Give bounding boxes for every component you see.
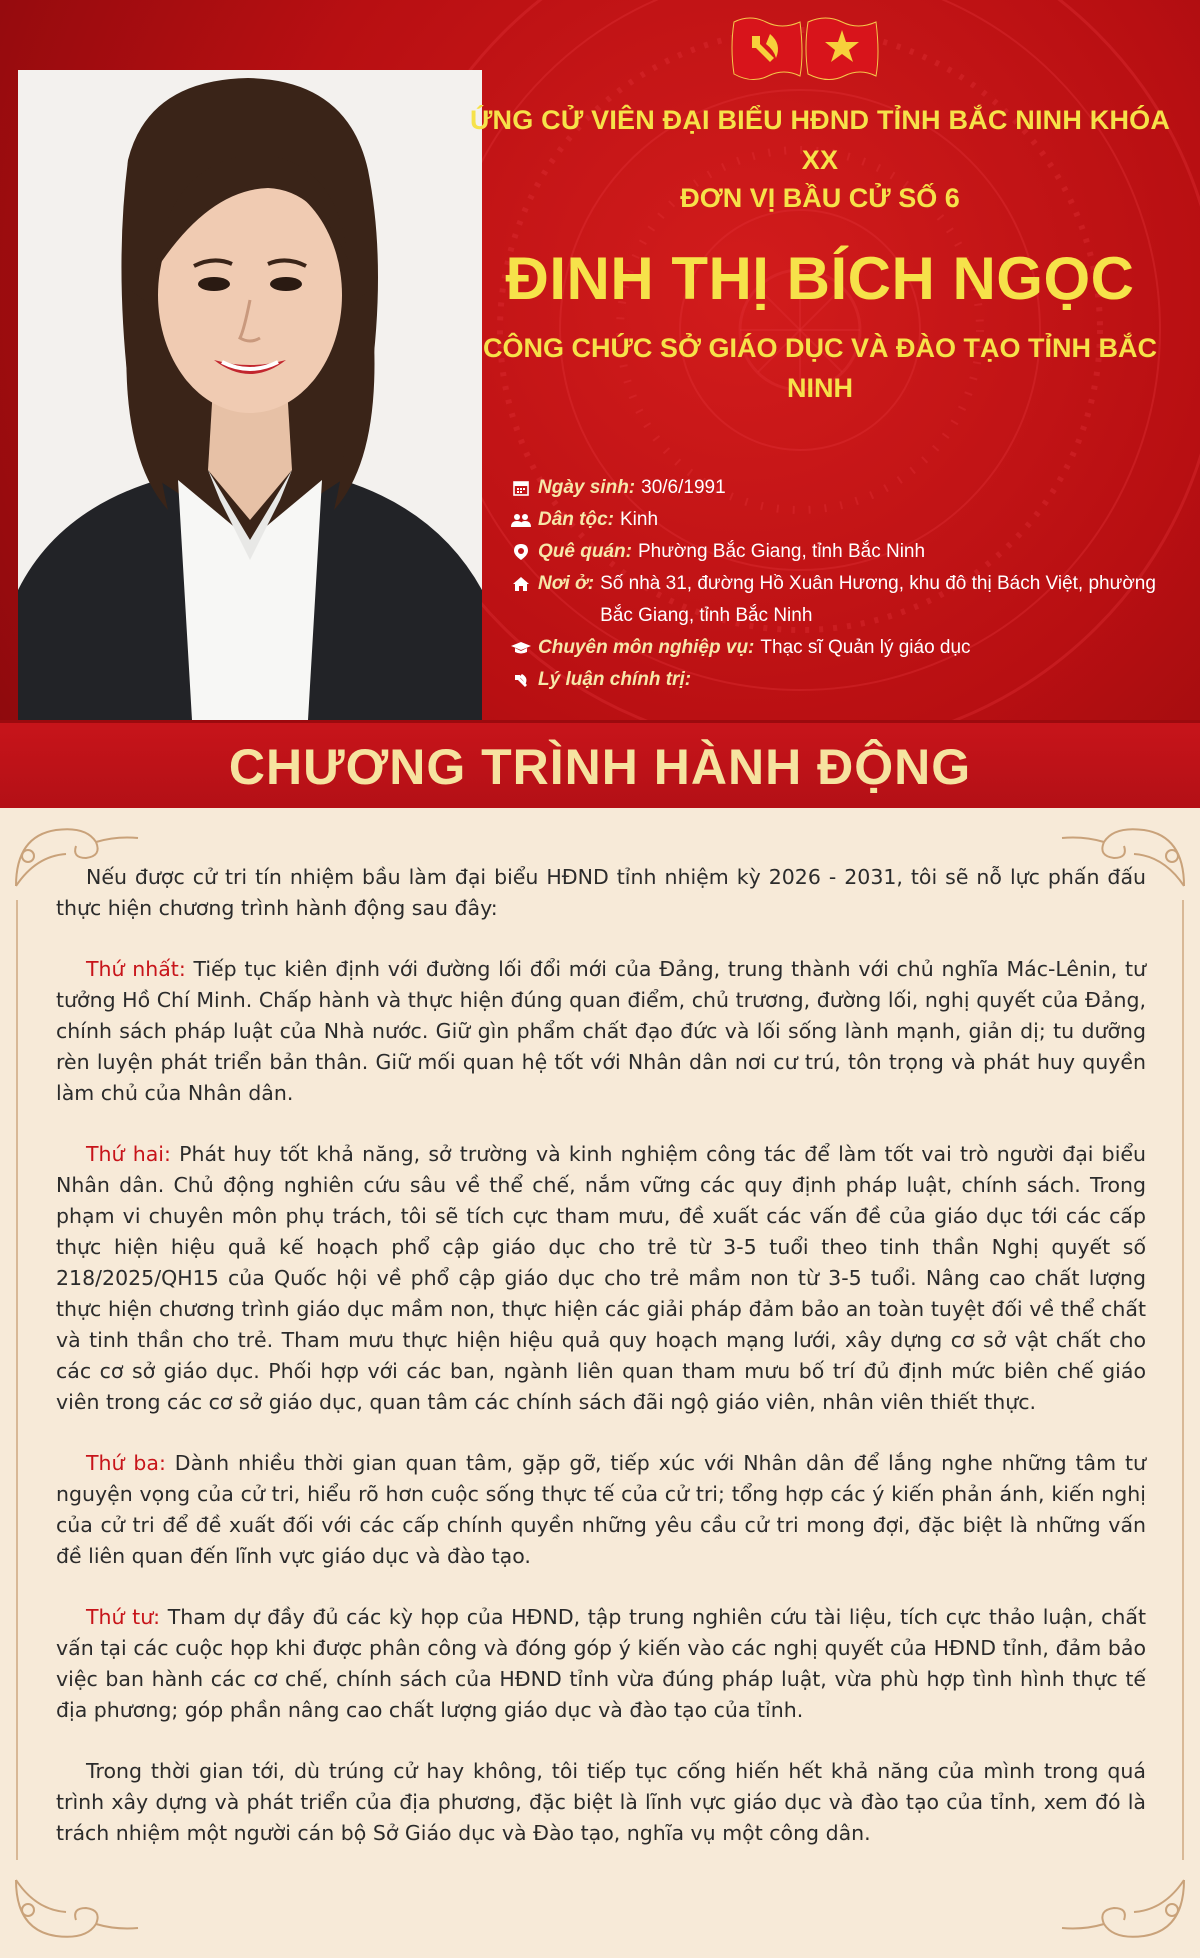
item-text: Dành nhiều thời gian quan tâm, gặp gỡ, tiếp xúc với Nhân dân để lắng nghe những tâm tư nguyện vọng của cử tri, hiểu rõ hơn cuộc sống thực tế của cử tri; tổng hợp các ý kiến phản ánh, kiến nghị của cử tri để đề xuất đối với các cấp chính quyền những yêu cầu cử tri mong đợi, đặc biệt là những vấn đề liên quan đến lĩnh vực giáo dục và đào tạo. bbox=[56, 1451, 1146, 1568]
item-text: Tham dự đầy đủ các kỳ họp của HĐND, tập trung nghiên cứu tài liệu, tích cực thảo luận, chất vấn tại các cuộc họp khi được phân công và đóng góp ý kiến vào các nghị quyết của HĐND tỉnh, đảm bảo việc ban hành các cơ chế, chính sách của HĐND tỉnh vừa đúng pháp luật, vừa phù hợp tình hình thực tế địa phương; góp phần nâng cao chất lượng giáo dục và đào tạo của tỉnh. bbox=[56, 1605, 1146, 1722]
hammer-sickle-icon bbox=[510, 664, 532, 696]
graduation-cap-icon bbox=[510, 632, 532, 664]
header-titles bbox=[460, 100, 1180, 408]
program-item-1 bbox=[56, 954, 1146, 1109]
election-title: ỨNG CỬ VIÊN ĐẠI BIỂU HĐND TỈNH BẮC NINH KHÓA XX bbox=[469, 105, 1171, 175]
info-residence bbox=[510, 568, 1190, 632]
item-text: Tiếp tục kiên định với đường lối đổi mới của Đảng, trung thành với chủ nghĩa Mác-Lênin, tư tưởng Hồ Chí Minh. Chấp hành và thực hiện đúng quan điểm, chủ trương, đường lối, nghị quyết của Đảng, chính sách pháp luật của Nhà nước. Giữ gìn phẩm chất đạo đức và lối sống lành mạnh, giản dị; tu dưỡng rèn luyện phát triển bản thân. Giữ mối quan hệ tốt với Nhân dân nơi cư trú, tôn trọng và phát huy quyền làm chủ của Nhân dân. bbox=[56, 957, 1146, 1105]
candidate-job-title: CÔNG CHỨC SỞ GIÁO DỤC VÀ ĐÀO TẠO TỈNH BẮC NINH bbox=[483, 333, 1157, 403]
info-label: Quê quán: bbox=[538, 541, 632, 562]
people-icon bbox=[510, 504, 532, 536]
info-birthdate bbox=[510, 472, 1190, 504]
header-section bbox=[0, 0, 1200, 720]
info-label: Lý luận chính trị: bbox=[538, 669, 692, 690]
candidate-name: ĐINH THỊ BÍCH NGỌC bbox=[505, 245, 1135, 312]
side-border-left bbox=[14, 900, 20, 1860]
side-border-right bbox=[1180, 900, 1186, 1860]
info-hometown bbox=[510, 536, 1190, 568]
item-label: Thứ tư: bbox=[86, 1605, 161, 1629]
electoral-unit: ĐƠN VỊ BẦU CỬ SỐ 6 bbox=[680, 183, 960, 213]
program-closing bbox=[56, 1756, 1146, 1849]
party-flag-icon bbox=[730, 14, 880, 82]
intro-text: Nếu được cử tri tín nhiệm bầu làm đại biểu HĐND tỉnh nhiệm kỳ 2026 - 2031, tôi sẽ nỗ lực phấn đấu thực hiện chương trình hành động sau đây: bbox=[56, 865, 1146, 920]
info-value: Phường Bắc Giang, tỉnh Bắc Ninh bbox=[637, 541, 926, 562]
corner-ornament-bottom-right-icon bbox=[1054, 1870, 1194, 1950]
calendar-icon bbox=[510, 472, 532, 504]
section-title: CHƯƠNG TRÌNH HÀNH ĐỘNG bbox=[228, 739, 972, 795]
info-value: Thạc sĩ Quản lý giáo dục bbox=[760, 637, 971, 658]
candidate-photo bbox=[18, 70, 482, 720]
program-item-3 bbox=[56, 1448, 1146, 1572]
info-label: Nơi ở: bbox=[538, 573, 595, 594]
program-intro bbox=[56, 862, 1146, 924]
item-label: Thứ ba: bbox=[86, 1451, 166, 1475]
location-pin-icon bbox=[510, 536, 532, 568]
program-item-4 bbox=[56, 1602, 1146, 1726]
info-label: Ngày sinh: bbox=[538, 477, 636, 498]
info-political-theory bbox=[510, 664, 1190, 696]
home-icon bbox=[510, 568, 532, 600]
info-label: Chuyên môn nghiệp vụ: bbox=[538, 637, 755, 658]
program-text bbox=[56, 862, 1146, 1879]
info-value: Kinh bbox=[620, 509, 659, 530]
info-value: 30/6/1991 bbox=[641, 477, 726, 498]
candidate-info-list bbox=[510, 472, 1190, 696]
item-text: Phát huy tốt khả năng, sở trường và kinh nghiệm công tác để làm tốt vai trò người đại biểu Nhân dân. Chủ động nghiên cứu sâu về thể chế, nắm vững các quy định pháp luật, chính sách. Trong phạm vi chuyên môn phụ trách, tôi sẽ tích cực tham mưu, đề xuất các vấn đề của giáo dục tới các cấp thực hiện hiệu quả kế hoạch phổ cập giáo dục cho trẻ từ 3-5 tuổi theo tinh thần Nghị quyết số 218/2025/QH15 của Quốc hội về phổ cập giáo dục cho trẻ mầm non từ 3-5 tuổi. Nâng cao chất lượng thực hiện chương trình giáo dục mầm non, thực hiện các giải pháp đảm bảo an toàn tuyệt đối về thể chất và tinh thần cho trẻ. Tham mưu thực hiện hiệu quả quy hoạch mạng lưới, xây dựng cơ sở vật chất cho các cơ sở giáo dục. Phối hợp với các ban, ngành liên quan tham mưu bố trí đủ định mức biên chế giáo viên trong các cơ sở giáo dục, quan tâm các chính sách đãi ngộ giáo viên, nhân viên thiết thực. bbox=[56, 1142, 1146, 1414]
item-label: Thứ hai: bbox=[86, 1142, 171, 1166]
section-banner bbox=[0, 720, 1200, 811]
closing-text: Trong thời gian tới, dù trúng cử hay không, tôi tiếp tục cống hiến hết khả năng của mình trong quá trình xây dựng và phát triển của địa phương, đặc biệt là lĩnh vực giáo dục và đào tạo của tỉnh, xem đó là trách nhiệm một người cán bộ Sở Giáo dục và Đào tạo, nghĩa vụ một công dân. bbox=[56, 1759, 1146, 1845]
info-ethnicity bbox=[510, 504, 1190, 536]
info-value: Số nhà 31, đường Hồ Xuân Hương, khu đô thị Bách Việt, phường Bắc Giang, tỉnh Bắc Ninh bbox=[600, 573, 1156, 626]
program-item-2 bbox=[56, 1139, 1146, 1418]
corner-ornament-bottom-left-icon bbox=[6, 1870, 146, 1950]
item-label: Thứ nhất: bbox=[86, 957, 186, 981]
info-qualification bbox=[510, 632, 1190, 664]
info-label: Dân tộc: bbox=[538, 509, 614, 530]
